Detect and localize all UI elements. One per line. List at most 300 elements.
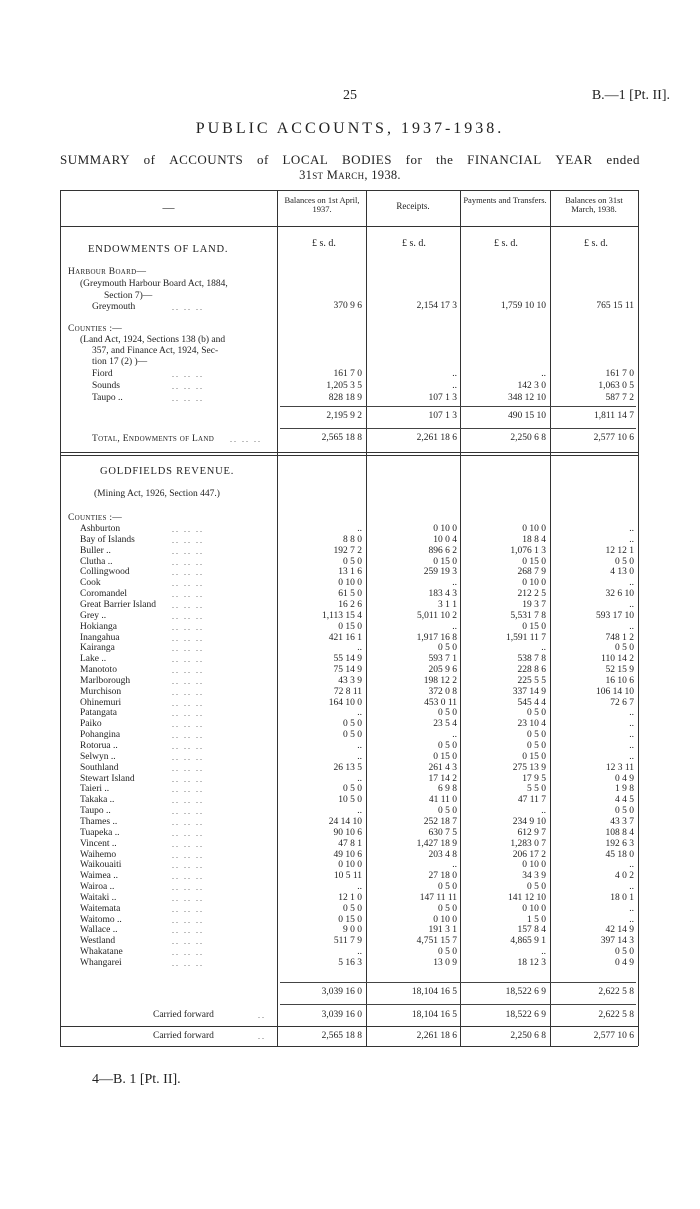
amount-cell: 252 18 7 xyxy=(423,817,457,827)
col-header-receipts: Receipts. xyxy=(396,201,430,211)
amount-cell: 43 3 9 xyxy=(338,676,362,686)
amount-cell: 4 13 0 xyxy=(610,567,634,577)
footer-reference: 4—B. 1 [Pt. II]. xyxy=(92,1072,181,1087)
currency-marker: £ s. d. xyxy=(494,238,518,249)
amount-cell: 45 18 0 xyxy=(605,850,634,860)
leader-dots: .. .. .. xyxy=(172,926,204,935)
amount-cell: .. xyxy=(452,860,457,870)
table-row-label: Waitomo .. xyxy=(80,915,122,925)
leader-dots: .. .. .. xyxy=(172,785,204,794)
amount-cell: 8 8 0 xyxy=(343,535,362,545)
amount-cell: 228 8 6 xyxy=(517,665,546,675)
amount-cell: 421 16 1 xyxy=(328,633,362,643)
carried-amount: 3,039 16 0 xyxy=(321,1010,362,1020)
table-row-label: Grey .. xyxy=(80,611,107,621)
table-row-label: Cook xyxy=(80,578,101,588)
amount-cell: .. xyxy=(629,600,634,610)
leader-dots: .. .. .. xyxy=(172,568,204,577)
table-row-label: Paiko xyxy=(80,719,102,729)
leader-dots: .. .. .. xyxy=(172,796,204,805)
amount-cell: .. xyxy=(452,381,457,391)
leader-dots: .. .. .. xyxy=(172,742,204,751)
amount-cell: 2,154 17 3 xyxy=(416,301,457,311)
amount-cell: 107 1 3 xyxy=(428,393,457,403)
leader-dots: .. xyxy=(258,1011,266,1020)
table-row-label: Tuapeka .. xyxy=(80,828,120,838)
carried-forward-label: Carried forward xyxy=(153,1010,214,1020)
amount-cell: 13 1 6 xyxy=(338,567,362,577)
table-row-label: Kairanga xyxy=(80,643,115,653)
amount-cell: 1,591 11 7 xyxy=(505,633,546,643)
amount-cell: .. xyxy=(541,806,546,816)
amount-cell: 0 10 0 xyxy=(433,915,457,925)
counties-label: Counties :— xyxy=(68,324,123,334)
amount-cell: 18 0 1 xyxy=(610,893,634,903)
amount-cell: 0 5 0 xyxy=(527,741,546,751)
table-row-label: Lake .. xyxy=(80,654,107,664)
subtitle-word: SUMMARY xyxy=(60,152,130,167)
counties-note: (Land Act, 1924, Sections 138 (b) and xyxy=(80,335,226,345)
currency-marker: £ s. d. xyxy=(312,238,336,249)
amount-cell: 0 15 0 xyxy=(522,752,546,762)
amount-cell: 0 5 0 xyxy=(343,730,362,740)
subtitle-word: YEAR xyxy=(555,152,593,167)
amount-cell: 47 11 7 xyxy=(517,795,546,805)
amount-cell: 337 14 9 xyxy=(512,687,546,697)
amount-cell: 183 4 3 xyxy=(428,589,457,599)
section-divider xyxy=(60,452,638,453)
amount-cell: 0 5 0 xyxy=(615,806,634,816)
amount-cell: 4 4 5 xyxy=(615,795,634,805)
amount-cell: 42 14 9 xyxy=(605,925,634,935)
amount-cell: 4,751 15 7 xyxy=(416,936,457,946)
table-row-label: Waitaki .. xyxy=(80,893,117,903)
amount-cell: .. xyxy=(357,806,362,816)
amount-cell: 0 5 0 xyxy=(527,708,546,718)
leader-dots: .. .. .. xyxy=(172,861,204,870)
subtitle-date: 31st March, 1938. xyxy=(299,168,401,182)
amount-cell: 147 11 11 xyxy=(419,893,457,903)
amount-cell: 9 0 0 xyxy=(343,925,362,935)
table-row-label: Ashburton xyxy=(80,524,121,534)
amount-cell: 90 10 6 xyxy=(333,828,362,838)
amount-cell: 0 5 0 xyxy=(438,882,457,892)
table-row-label: Buller .. xyxy=(80,546,111,556)
amount-cell: 0 10 0 xyxy=(522,904,546,914)
amount-cell: 19 3 7 xyxy=(522,600,546,610)
amount-cell: 0 15 0 xyxy=(522,557,546,567)
amount-cell: 0 5 0 xyxy=(343,557,362,567)
table-row-label: Coromandel xyxy=(80,589,127,599)
amount-cell: 142 3 0 xyxy=(517,381,546,391)
amount-cell: 0 15 0 xyxy=(522,622,546,632)
amount-cell: 110 14 2 xyxy=(601,654,634,664)
counties-note: tion 17 (2) )— xyxy=(92,357,148,367)
table-row-label: Southland xyxy=(80,763,119,773)
leader-dots: .. .. .. xyxy=(172,634,204,643)
amount-cell: .. xyxy=(541,947,546,957)
subtotal-cell: 107 1 3 xyxy=(428,411,457,421)
leader-dots: .. .. .. xyxy=(172,590,204,599)
col-header-description: — xyxy=(162,200,175,214)
amount-cell: 0 10 0 xyxy=(522,860,546,870)
leader-dots: .. .. .. xyxy=(172,303,204,312)
table-row-label: Waitemata xyxy=(80,904,121,914)
amount-cell: 32 6 10 xyxy=(605,589,634,599)
amount-cell: 397 14 3 xyxy=(600,936,634,946)
amount-cell: 12 3 11 xyxy=(605,763,634,773)
amount-cell: 26 13 5 xyxy=(333,763,362,773)
amount-cell: 5 5 0 xyxy=(527,784,546,794)
subtitle-word: ACCOUNTS xyxy=(169,152,244,167)
table-row-label: Collingwood xyxy=(80,567,130,577)
amount-cell: .. xyxy=(629,535,634,545)
table-row-label: Waikouaiti xyxy=(80,860,122,870)
leader-dots: .. .. .. xyxy=(172,818,204,827)
carried-amount: 2,577 10 6 xyxy=(593,1031,634,1041)
subtitle-line-1 xyxy=(60,152,640,168)
amount-cell: .. xyxy=(452,622,457,632)
amount-cell: 10 5 0 xyxy=(338,795,362,805)
amount-cell: 1,917 16 8 xyxy=(416,633,457,643)
amount-cell: .. xyxy=(629,882,634,892)
subtotal-cell: 490 15 10 xyxy=(508,411,546,421)
amount-cell: 0 15 0 xyxy=(433,752,457,762)
leader-dots: .. .. .. xyxy=(172,558,204,567)
table-row-label: Clutha .. xyxy=(80,557,113,567)
table-row-label: Whakatane xyxy=(80,947,123,957)
table-row-label: Hokianga xyxy=(80,622,117,632)
table-row-label: Bay of Islands xyxy=(80,535,135,545)
amount-cell: 0 5 0 xyxy=(615,947,634,957)
col-header-balance-1938: Balances on 31st March, 1938. xyxy=(565,195,623,214)
amount-cell: .. xyxy=(629,578,634,588)
harbour-note: (Greymouth Harbour Board Act, 1884, xyxy=(80,279,228,289)
leader-dots: .. .. .. xyxy=(172,655,204,664)
amount-cell: 23 5 4 xyxy=(433,719,457,729)
amount-cell: 1,205 3 5 xyxy=(326,381,362,391)
amount-cell: .. xyxy=(357,643,362,653)
amount-cell: .. xyxy=(629,860,634,870)
amount-cell: 0 5 0 xyxy=(438,947,457,957)
total-cell: 2,577 10 6 xyxy=(593,433,634,443)
amount-cell: 0 5 0 xyxy=(615,557,634,567)
amount-cell: 205 9 6 xyxy=(428,665,457,675)
subtitle-word: BODIES xyxy=(342,152,392,167)
amount-cell: 630 7 5 xyxy=(428,828,457,838)
amount-cell: .. xyxy=(541,643,546,653)
amount-cell: 61 5 0 xyxy=(338,589,362,599)
amount-cell: 0 5 0 xyxy=(527,730,546,740)
table-row-label: Westland xyxy=(80,936,116,946)
col-rule-4 xyxy=(550,190,551,1046)
amount-cell: 268 7 9 xyxy=(517,567,546,577)
amount-cell: 0 5 0 xyxy=(343,719,362,729)
amount-cell: 0 5 0 xyxy=(438,904,457,914)
amount-cell: 3 1 1 xyxy=(438,600,457,610)
currency-marker: £ s. d. xyxy=(402,238,426,249)
leader-dots: .. .. .. xyxy=(172,688,204,697)
amount-cell: 16 10 6 xyxy=(605,676,634,686)
carried-amount: 2,565 18 8 xyxy=(321,1031,362,1041)
amount-cell: 765 15 11 xyxy=(596,301,634,311)
amount-cell: 0 10 0 xyxy=(338,860,362,870)
amount-cell: .. xyxy=(629,904,634,914)
amount-cell: 108 8 4 xyxy=(605,828,634,838)
document-reference: B.—1 [Pt. II]. xyxy=(591,88,670,103)
page-number: 25 xyxy=(343,88,357,103)
amount-cell: 748 1 2 xyxy=(605,633,634,643)
leader-dots: .. .. .. xyxy=(172,851,204,860)
amount-cell: 0 4 9 xyxy=(615,774,634,784)
amount-cell: .. xyxy=(629,752,634,762)
amount-cell: 1,759 10 10 xyxy=(500,301,546,311)
amount-cell: 6 9 8 xyxy=(438,784,457,794)
amount-cell: 225 5 5 xyxy=(517,676,546,686)
subtotal-cell: 2,622 5 8 xyxy=(598,987,634,997)
amount-cell: 161 7 0 xyxy=(333,369,362,379)
amount-cell: 4 0 2 xyxy=(615,871,634,881)
table-row-label: Wallace .. xyxy=(80,925,118,935)
subtitle-word: LOCAL xyxy=(282,152,329,167)
table-row-label: Ohinemuri xyxy=(80,698,122,708)
table-top-rule xyxy=(60,190,638,191)
amount-cell: 106 14 10 xyxy=(596,687,634,697)
table-row-label: Whangarei xyxy=(80,958,122,968)
carried-forward-label: Carried forward xyxy=(153,1031,214,1041)
amount-cell: 12 12 1 xyxy=(605,546,634,556)
subtotal-rule xyxy=(280,1004,636,1005)
amount-cell: .. xyxy=(629,708,634,718)
col-rule-2 xyxy=(366,190,367,1046)
total-cell: 2,250 6 8 xyxy=(510,433,546,443)
subtitle-word: for xyxy=(405,152,423,167)
amount-cell: 198 12 2 xyxy=(423,676,457,686)
amount-cell: 0 5 0 xyxy=(343,904,362,914)
leader-dots: .. .. .. xyxy=(172,829,204,838)
amount-cell: 1 5 0 xyxy=(527,915,546,925)
leader-dots: .. .. .. xyxy=(172,753,204,762)
table-row-label: Thames .. xyxy=(80,817,118,827)
amount-cell: 141 12 10 xyxy=(508,893,546,903)
amount-cell: 27 18 0 xyxy=(428,871,457,881)
currency-marker: £ s. d. xyxy=(584,238,608,249)
amount-cell: 43 3 7 xyxy=(610,817,634,827)
leader-dots: .. .. .. xyxy=(230,435,262,444)
harbour-board-label: Harbour Board— xyxy=(68,267,147,277)
carried-amount: 2,250 6 8 xyxy=(510,1031,546,1041)
amount-cell: 55 14 9 xyxy=(333,654,362,664)
amount-cell: 5,531 7 8 xyxy=(510,611,546,621)
counties-note: 357, and Finance Act, 1924, Sec- xyxy=(92,346,219,356)
amount-cell: 1,113 15 4 xyxy=(321,611,362,621)
amount-cell: 24 14 10 xyxy=(328,817,362,827)
leader-dots: .. .. .. xyxy=(172,370,204,379)
amount-cell: 47 8 1 xyxy=(338,839,362,849)
amount-cell: 41 11 0 xyxy=(428,795,457,805)
row-label: Fiord xyxy=(92,369,113,379)
table-row-label: Waimea .. xyxy=(80,871,119,881)
amount-cell: 0 5 0 xyxy=(343,784,362,794)
subtitle-word: of xyxy=(143,152,156,167)
amount-cell: 206 17 2 xyxy=(512,850,546,860)
leader-dots: .. .. .. xyxy=(172,601,204,610)
amount-cell: 1,063 0 5 xyxy=(598,381,634,391)
amount-cell: 0 15 0 xyxy=(433,557,457,567)
amount-cell: 1 9 8 xyxy=(615,784,634,794)
leader-dots: .. .. .. xyxy=(172,807,204,816)
amount-cell: 212 2 5 xyxy=(517,589,546,599)
leader-dots: .. .. .. xyxy=(172,720,204,729)
amount-cell: 896 6 2 xyxy=(428,546,457,556)
amount-cell: .. xyxy=(452,730,457,740)
amount-cell: 0 10 0 xyxy=(522,578,546,588)
leader-dots: .. .. .. xyxy=(172,677,204,686)
leader-dots: .. .. .. xyxy=(172,382,204,391)
amount-cell: 1,076 1 3 xyxy=(510,546,546,556)
amount-cell: 587 7 2 xyxy=(605,393,634,403)
amount-cell: 593 17 10 xyxy=(596,611,634,621)
table-row-label: Taieri .. xyxy=(80,784,110,794)
subtotal-cell: 18,522 6 9 xyxy=(505,987,546,997)
amount-cell: 828 18 9 xyxy=(328,393,362,403)
row-label: Sounds xyxy=(92,381,120,391)
row-label: Greymouth xyxy=(92,302,136,312)
subtotal-rule xyxy=(280,982,636,983)
leader-dots: .. .. .. xyxy=(172,948,204,957)
amount-cell: 192 7 2 xyxy=(333,546,362,556)
amount-cell: 4,865 9 1 xyxy=(510,936,546,946)
table-row-label: Murchison xyxy=(80,687,122,697)
amount-cell: 0 15 0 xyxy=(338,622,362,632)
carried-forward-rule xyxy=(60,1026,638,1027)
total-cell: 2,261 18 6 xyxy=(416,433,457,443)
col-rule-3 xyxy=(460,190,461,1046)
table-right-rule xyxy=(638,190,639,1046)
amount-cell: 12 1 0 xyxy=(338,893,362,903)
amount-cell: 18 8 4 xyxy=(522,535,546,545)
amount-cell: 17 9 5 xyxy=(522,774,546,784)
amount-cell: 234 9 10 xyxy=(512,817,546,827)
amount-cell: 370 9 6 xyxy=(333,301,362,311)
amount-cell: .. xyxy=(629,915,634,925)
leader-dots: .. .. .. xyxy=(172,959,204,968)
amount-cell: 0 5 0 xyxy=(438,708,457,718)
total-endowments-label: Total, Endowments of Land xyxy=(92,434,215,444)
table-row-label: Taupo .. xyxy=(80,806,111,816)
subtotal-rule xyxy=(280,406,636,407)
leader-dots: .. .. .. xyxy=(172,525,204,534)
leader-dots: .. .. .. xyxy=(172,709,204,718)
subtitle-word: ended xyxy=(606,152,640,167)
amount-cell: 348 12 10 xyxy=(508,393,546,403)
amount-cell: 16 2 6 xyxy=(338,600,362,610)
amount-cell: 545 4 4 xyxy=(517,698,546,708)
amount-cell: 10 5 11 xyxy=(333,871,362,881)
amount-cell: .. xyxy=(629,730,634,740)
amount-cell: 0 10 0 xyxy=(433,524,457,534)
subtotal-cell: 3,039 16 0 xyxy=(321,987,362,997)
leader-dots: .. .. .. xyxy=(172,644,204,653)
amount-cell: 0 10 0 xyxy=(522,524,546,534)
amount-cell: 75 14 9 xyxy=(333,665,362,675)
leader-dots: .. .. .. xyxy=(172,394,204,403)
amount-cell: 5 16 3 xyxy=(338,958,362,968)
col-header-balance-1937: Balances on 1st April, 1937. xyxy=(284,195,360,214)
table-row-label: Wairoa .. xyxy=(80,882,115,892)
amount-cell: 612 9 7 xyxy=(517,828,546,838)
amount-cell: 161 7 0 xyxy=(605,369,634,379)
amount-cell: 275 13 9 xyxy=(512,763,546,773)
carried-amount: 18,522 6 9 xyxy=(505,1010,546,1020)
table-row-label: Selwyn .. xyxy=(80,752,116,762)
amount-cell: 0 5 0 xyxy=(438,643,457,653)
table-row-label: Waihemo xyxy=(80,850,117,860)
leader-dots: .. .. .. xyxy=(172,536,204,545)
header-bottom-rule xyxy=(60,226,638,227)
leader-dots: .. .. .. xyxy=(172,916,204,925)
leader-dots: .. .. .. xyxy=(172,883,204,892)
amount-cell: 17 14 2 xyxy=(428,774,457,784)
amount-cell: .. xyxy=(357,741,362,751)
harbour-note: Section 7)— xyxy=(104,291,153,301)
leader-dots: .. .. .. xyxy=(172,905,204,914)
amount-cell: .. xyxy=(357,947,362,957)
amount-cell: 1,427 18 9 xyxy=(416,839,457,849)
amount-cell: 0 15 0 xyxy=(338,915,362,925)
table-row-label: Pohangina xyxy=(80,730,121,740)
leader-dots: .. .. .. xyxy=(172,547,204,556)
subtitle-word: the xyxy=(436,152,454,167)
amount-cell: .. xyxy=(541,369,546,379)
section-heading-endowments: ENDOWMENTS OF LAND. xyxy=(88,244,229,255)
leader-dots: .. .. .. xyxy=(172,579,204,588)
table-row-label: Great Barrier Island xyxy=(80,600,156,610)
goldfields-counties-label: Counties :— xyxy=(68,513,123,523)
amount-cell: 49 10 6 xyxy=(333,850,362,860)
section-divider xyxy=(60,455,638,456)
amount-cell: .. xyxy=(357,524,362,534)
amount-cell: 261 4 3 xyxy=(428,763,457,773)
amount-cell: .. xyxy=(629,719,634,729)
subtitle-word: of xyxy=(256,152,269,167)
amount-cell: 72 8 11 xyxy=(333,687,362,697)
amount-cell: 10 0 4 xyxy=(433,535,457,545)
table-row-label: Stewart Island xyxy=(80,774,135,784)
subtitle-word: FINANCIAL xyxy=(467,152,542,167)
subtitle-line-2 xyxy=(0,168,700,183)
amount-cell: 259 19 3 xyxy=(423,567,457,577)
amount-cell: 52 15 9 xyxy=(605,665,634,675)
amount-cell: 23 10 4 xyxy=(517,719,546,729)
amount-cell: 0 5 0 xyxy=(615,643,634,653)
amount-cell: .. xyxy=(452,578,457,588)
table-left-rule xyxy=(60,190,61,1046)
table-row-label: Rotorua .. xyxy=(80,741,118,751)
leader-dots: .. .. .. xyxy=(172,840,204,849)
leader-dots: .. .. .. xyxy=(172,872,204,881)
amount-cell: 5,011 10 2 xyxy=(416,611,457,621)
leader-dots: .. .. .. xyxy=(172,764,204,773)
page-title: PUBLIC ACCOUNTS, 1937-1938. xyxy=(195,120,505,137)
section-heading-goldfields: GOLDFIELDS REVENUE. xyxy=(100,466,235,477)
amount-cell: 192 6 3 xyxy=(605,839,634,849)
amount-cell: 18 12 3 xyxy=(517,958,546,968)
col-rule-1 xyxy=(277,190,278,1046)
amount-cell: 13 0 9 xyxy=(433,958,457,968)
amount-cell: 538 7 8 xyxy=(517,654,546,664)
amount-cell: 0 5 0 xyxy=(527,882,546,892)
